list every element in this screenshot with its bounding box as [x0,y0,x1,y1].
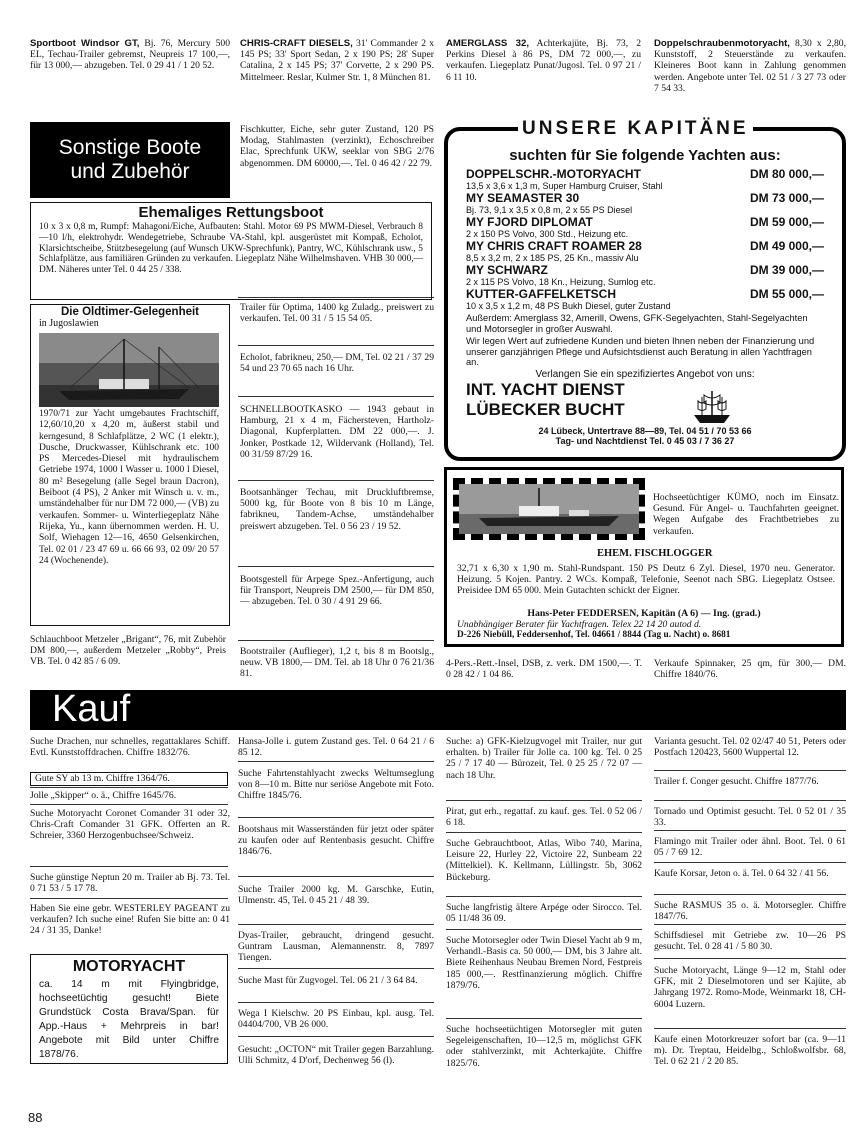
ad-text: Suche RASMUS 35 o. ä. Motorsegler. Chiffre 1847/76. [654,900,846,923]
ad-fischlogger [444,467,844,647]
ad-subtitle: in Jugoslawien [39,318,99,329]
section-header-kauf [30,690,846,730]
kauf-ad [238,824,434,858]
yacht-item [466,264,824,287]
ad-subtitle: suchten für Sie folgende Yachten aus: [509,147,781,164]
boat-photo [39,333,219,407]
ad-note: Wir legen Wert auf zufriedene Kunden und bieten Ihnen neben der Finanzierung und unserer ganzjährigen Pflege und Aufsichtsdienst auch Beratung in allen Yachtfragen an. [466,336,815,367]
ad-title: UNSERE KAPITÄNE [518,118,753,140]
kauf-ad [654,930,846,952]
photo-frame [453,478,645,540]
yacht-name: DOPPELSCHR.-MOTORYACHT [466,167,641,181]
kauf-ad [654,900,846,922]
yacht-item [466,240,824,263]
ad-rettungsinsel [446,658,642,680]
yacht-name: KUTTER-GAFFELKETSCH [466,287,616,301]
kauf-ad [446,1024,642,1069]
address-line: Tag- und Nachtdienst Tel. 0 45 03 / 7 36 27 [555,435,735,446]
ad-text: Gute SY ab 13 m. Chiffre 1364/76. [35,773,170,784]
kauf-ad [654,806,846,828]
yacht-item [466,192,824,215]
ad-text: Wega I Kielschw. 20 PS Einbau, kpl. ausg. Tel. 04404/700, VB 26 000. [238,1008,434,1031]
divider [238,876,434,877]
ad-text: Bootshaus mit Wasserständen für jetzt oder später zu kaufen oder auf Rentenbasis gesucht. Chiffre 1846/76. [238,824,434,858]
ad-text: Suche Motorsegler oder Twin Diesel Yacht ab 9 m, Verhandl.-Basis ca. 50 000,— DM, bis 3 Jahre alt. Biete Reihenhaus Neubau Bremen Nord, Festpreis 185 000,—. Restfinanzierung möglich. Chiffre 1879/76. [446,935,642,991]
yacht-item [466,168,824,191]
yacht-price: DM 59 000,— [749,215,824,229]
yacht-name: MY SEAMASTER 30 [466,191,580,205]
ad-text: SCHNELLBOOTKASKO — 1943 gebaut in Hamburg, 21 x 4 m, Fächersteven, Hartholz-Diagonal, Kupferplatten. DM 22 000,—. J. Jonker, Postkade 12, Wildervank (Holland), Tel. 00 31/59 87/29 16. [240,404,434,460]
yacht-name: MY SCHWARZ [466,263,548,277]
yacht-price: DM 73 000,— [749,191,824,205]
ad-body: ca. 14 m mit Flyingbridge, hochseetüchtig gesucht! Biete Grundstück Costa Brava/Span. für App.-Haus + Mehrpreis in bar! Angebote mit Bild unter Chiffre 1878/76. [39,979,219,1060]
divider [654,1028,846,1029]
ad-text: Hansa-Jolle i. gutem Zustand ges. Tel. 0 64 21 / 6 85 12. [238,736,434,759]
divider [238,566,434,567]
ad-text: Bootsanhänger Techau, mit Druckluftbremse, 5000 kg, für Boote von 8 bis 10 m Länge, fabrikneu, Tandem-Achse, umständehalber preiswert abzugeben. Tel. 0 56 23 / 19 52. [240,487,434,532]
ad-sportboot [30,38,230,72]
ad-bootsanhaenger [240,487,434,532]
section-header-sonstige [30,122,230,198]
divider [30,787,228,788]
yacht-item [466,288,824,311]
ad-body: 8,30 x 2,80, Kunststoff, 2 Steuerstände zu verkaufen. Kleineres Boot kann in Zahlung genommen werden. Angebote unter Tel. 02 51 / 3 27 73 oder 7 54 33. [654,38,846,94]
ad-rettungsboot [30,202,432,300]
divider [238,817,434,818]
ad-text: Suche günstige Neptun 20 m. Trailer ab Bj. 73. Tel. 0 71 53 / 5 17 78. [30,872,230,895]
ad-text: Suche Trailer 2000 kg. M. Garschke, Eutin, Ulmenstr. 45, Tel. 0 45 21 / 48 39. [238,884,434,907]
kauf-ad [446,736,642,781]
divider [654,800,846,801]
kauf-ad [654,868,846,879]
ad-amerglass [446,38,641,83]
ad-text: Gesucht: „OCTON“ mit Trailer gegen Barzahlung. Ulli Schmitz, 4 D'orf, Dechenweg 56 (l). [238,1044,434,1067]
ad-schnellbootkasko [240,404,434,460]
yacht-list [466,168,824,311]
yacht-name: MY CHRIS CRAFT ROAMER 28 [466,239,642,253]
ad-spinnaker [654,658,846,680]
kauf-ad [446,935,642,991]
ad-text: Fischkutter, Eiche, sehr guter Zustand, 120 PS Modag, Stahlmasten (verzinkt), Echoschreiber Elac, Sprechfunk UKW, seeklar von SBG 2/76 abgenommen. DM 60000,—. Tel. 0 46 42 / 22 79. [240,124,434,169]
kauf-ad [30,736,230,758]
kauf-ad [654,776,846,787]
ad-text: Dyas-Trailer, gebraucht, dringend gesucht. Guntram Lausman, Alemannenstr. 8, 7897 Tiengen. [238,930,434,964]
divider [654,862,846,863]
kauf-ad-boxed [30,772,228,786]
ad-text: Schiffsdiesel mit Getriebe zw. 10—26 PS gesucht. Tel. 0 28 41 / 5 80 30. [654,930,846,953]
kauf-ad [654,736,846,758]
divider [446,800,642,801]
ad-text: Bootsgestell für Arpege Spez.-Anfertigung, auch für Transport, Neupreis DM 2500,— für DM 850,— abzugeben. Tel. 0 30 / 4 91 29 66. [240,574,434,608]
ad-intro: Hochseetüchtiger KÜMO, noch im Einsatz. Gesund. Für Angel- u. Tauchfahrten geeignet. Wegen Aufgabe des Frachtbetriebes zu verkaufen. [653,492,839,537]
yacht-spec: 2 x 150 PS Volvo, 300 Std., Heizung etc. [466,229,629,239]
ad-head: AMERGLASS 32, [446,38,529,49]
divider [654,958,846,959]
ship-photo [459,484,639,534]
yacht-name: MY FJORD DIPLOMAT [466,215,593,229]
divider [446,832,642,833]
kauf-ad [238,1044,434,1066]
ad-oldtimer [30,304,230,626]
ad-title: Die Oldtimer-Gelegenheit [60,306,200,318]
ad-head: Sportboot Windsor GT, [30,38,140,49]
contact-line: Unabhängiger Berater für Yachtfragen. Telex 22 14 20 autod d. [457,619,702,630]
divider [238,480,434,481]
divider [238,1002,434,1003]
section-title: Kauf [52,688,131,730]
ad-text: Trailer für Optima, 1400 kg Zuladg., preiswert zu verkaufen. Tel. 00 31 / 5 15 54 05. [240,302,434,325]
ad-text: Haben Sie eine gebr. WESTERLEY PAGEANT zu verkaufen? Ich suche eine! Rufen Sie bitte an: 0 41 24 / 31 35, Danke! [30,903,230,937]
ad-text: Suche Motoryacht, Länge 9—12 m, Stahl oder GFK, mit 2 Dieselmotoren und ser Kajüte, ab Jahrgang 1972. Romo-Mode, Weinmarkt 18, CH-6004 Luzern. [654,965,846,1010]
kauf-ad [238,884,434,906]
divider [238,968,434,969]
ad-text: Varianta gesucht. Tel. 02 02/47 40 51, Peters oder Postfach 120423, 5600 Wuppertal 12. [654,736,846,759]
ad-text: Suche Motoryacht Coronet Comander 31 oder 32, Chris-Craft Comander 31 GFK. Offerten an R. Schreier, 3360 Herzogenbuchsee/Schweiz. [30,808,230,842]
divider [238,761,434,762]
divider [238,1036,434,1037]
kauf-ad [446,806,642,828]
divider [446,929,642,930]
yacht-spec: 2 x 115 PS Volvo, 18 Kn., Heizung, Sumlog etc. [466,277,656,287]
section-title: Sonstige Boote und Zubehör [58,136,202,183]
ad-chriscraft [240,38,434,83]
ad-unsere-kapitaene [444,118,846,461]
page-number: 88 [28,1110,43,1125]
kauf-ad [446,838,642,883]
ad-title: MOTORYACHT [72,958,186,975]
ad-text: Tornado und Optimist gesucht. Tel. 0 52 01 / 35 33. [654,806,846,829]
ad-text: Suche Fahrtenstahlyacht zwecks Weltumseglung von 8—10 m. Bitte nur seriöse Angebote mit Foto. Chiffre 1845/76. [238,768,434,802]
ad-text: Flamingo mit Trailer oder ähnl. Boot. Tel. 0 61 05 / 7 69 12. [654,836,846,859]
ad-text: Suche Mast für Zugvogel. Tel. 06 21 / 3 64 84. [238,975,418,986]
yacht-price: DM 80 000,— [749,167,824,181]
ad-bootsgestell [240,574,434,608]
ad-text: Verkaufe Spinnaker, 25 qm, für 300,— DM. Chiffre 1840/76. [654,658,846,681]
ad-body: 32,71 x 6,30 x 1,90 m. Stahl-Rundspant. 150 PS Deutz 6 Zyl. Diesel, 1970 neu. Generator. Heizung. 5 Kojen. Pantry. 2 WCs. Kompaß, Telefonie, Seenot nach SBG. Liegeplatz Ostsee. Preisidee DM 65 000. Mein Gutachten schickt der Eigner. [457,563,835,597]
kauf-ad [238,1008,434,1030]
kauf-ad [238,768,434,802]
yacht-price: DM 39 000,— [749,263,824,277]
ad-text: Suche langfristig ältere Arpége oder Sirocco. Tel. 05 11/48 36 09. [446,902,642,925]
ad-fischkutter [240,124,434,169]
divider [30,866,228,867]
ad-text: Pirat, gut erh., regattaf. zu kauf. ges. Tel. 0 52 06 / 6 18. [446,806,642,829]
kauf-ad [30,808,230,842]
divider [654,894,846,895]
divider [238,345,434,346]
yacht-spec: 10 x 3,5 x 1,2 m, 48 PS Bukh Diesel, guter Zustand [466,301,671,311]
ad-bootstrailer [240,646,434,680]
kauf-ad [238,975,434,986]
divider [238,396,434,397]
divider [654,830,846,831]
ad-text: Suche Drachen, nur schnelles, regattaklares Schiff. Evtl. Kunststoffdrachen. Chiffre 1832/76. [30,736,230,759]
kauf-ad [30,790,230,801]
divider [446,1018,642,1019]
kauf-ad [446,902,642,924]
ad-text: Kaufe einen Motorkreuzer sofort bar (ca. 9—11 m). Dr. Treptau, Heidelbg., Schloßwolfsbr. 68, Tel. 0 62 21 / 2 20 85. [654,1034,846,1068]
ad-body: 10 x 3 x 0,8 m, Rumpf: Mahagoni/Eiche, Aufbauten: Stahl. Motor 69 PS MWM-Diesel, Verbrauch 8—10 l/h, elektrohydr. Wendegetriebe, Schraube VA-Stahl, kpl. ausgerüstet mit Kompaß, Echolot, Klarsichtscheibe, Stützbesegelung (auf Wunsch UKW-Sprechfunk), Pantry, WC, Kühlschrank usw., 5 Schlafplätze, aus familiären Gründen zu verkaufen. Liegeplatz Nähe Wilhelmshaven. VHB 30 000,— DM. Näheres unter Tel. 0 44 25 / 338. [39,222,423,276]
kauf-ad [238,736,434,758]
divider [446,896,642,897]
contact-line: Hans-Peter FEDDERSEN, Kapitän (A 6) — Ing. (grad.) [527,608,761,619]
ad-trailer-optima [240,302,434,324]
kauf-ad [238,930,434,964]
yacht-price: DM 49 000,— [749,239,824,253]
contact-line: D-226 Niebüll, Feddersenhof, Tel. 04661 / 8844 (Tag u. Nacht) o. 8681 [457,630,731,640]
ad-text: Schlauchboot Metzeler „Brigant“, 76, mit Zubehör DM 800,—, außerdem Metzeler „Robby“, Preis VB. Tel. 0 42 85 / 6 09. [30,634,226,668]
ad-body: 31' Commander 2 x 145 PS; 33' Sport Sedan, 2 x 190 PS; 28' Super Catalina, 2 x 145 PS; 37' Corvette, 2 x 290 PS. Mittelmeer. Reslar, Kulmer Str. 1, 8 München 81. [240,38,435,83]
ad-text: Suche hochseetüchtigen Motorsegler mit guten Segeleigenschaften, 10—12,5 m, möglichst GFK oder stahlverzinkt, mit Achterkajüte. Chiffre 1825/76. [446,1024,642,1069]
ad-doppelschrauben [654,38,846,94]
ad-text: Jolle „Skipper“ o. ä., Chiffre 1645/76. [30,790,177,801]
ad-text: Suche Gebrauchtboot, Atlas, Wibo 740, Marina, Leisure 22, Hurley 22, Victoire 22, Sunbeam 22 (Mittelkiel). K. Kellmann, Lüllingstr. 5b, 3062 Bückeburg. [446,838,642,883]
ad-head: Doppelschraubenmotoryacht, [654,38,790,49]
ad-text: Trailer f. Conger gesucht. Chiffre 1877/76. [654,776,819,787]
yacht-spec: Bj. 73, 9,1 x 3,5 x 0,8 m, 2 x 55 PS Diesel [466,205,633,215]
divider [30,898,228,899]
ad-title: EHEM. FISCHLOGGER [597,548,713,559]
ad-title: Ehemaliges Rettungsboot [138,204,324,221]
divider [238,640,434,641]
kauf-ad [654,836,846,858]
ad-echolot [240,352,434,374]
ad-text: 4-Pers.-Rett.-Insel, DSB, z. verk. DM 1500,—. T. 0 28 42 / 1 04 86. [446,658,642,681]
kauf-ad [654,965,846,1010]
ad-head: CHRIS-CRAFT DIESELS, [240,38,353,49]
ad-text: Bootstrailer (Auflieger), 1,2 t, bis 8 m Bootslg., neuw. VB 1800,— DM. Tel. ab 18 Uhr 0 76 21/36 81. [240,646,434,680]
divider [654,770,846,771]
divider [30,804,228,805]
ad-body: Achterkajüte, Bj. 73, 2 Perkins Diesel à 86 PS, DM 72 000,—, zu verkaufen. Liegeplatz Punat/Jugosl. Tel. 0 97 21 / 6 11 10. [446,38,641,83]
ad-request: Verlangen Sie ein spezifiziertes Angebot von uns: [535,368,755,380]
kauf-ad [654,1034,846,1068]
firm-name: LÜBECKER BUCHT [466,399,625,419]
ad-text: Echolot, fabrikneu, 250,— DM, Tel. 02 21 / 37 29 54 und 23 70 65 nach 16 Uhr. [240,352,434,375]
ad-body: 1970/71 zur Yacht umgebautes Frachtschiff, 12,60/10,20 x 4,20 m, äußerst stabil und kerngesund, 8 Schlafplätze, 2 WC (1 elektr.), Dusche, Druckwasser, Kühlschrank etc. 100 PS Mercedes-Diesel mit hydraulischem Getriebe 1974, 1000 l Wasser u. 1000 l Diesel, 80 m² Besegelung (alle Segel braun Dacron), Beiboot (4 PS), 2 Anker mit Winsch u. v. m., umständehalber für nur DM 72 000,— (VB) zu verkaufen. Sommer- u. Winterliegeplatz Nähe Rijeka, Yu., kann übernommen werden. H. U. Solf, Wiehagen 12—16, 4650 Gelsenkirchen, Tel. 02 01 / 23 47 69 u. 66 66 93, 02 09/ 20 57 24 (Wochenende). [39,409,219,566]
ad-body: Bj. 76, Mercury 500 EL, Techau-Trailer gebremst, Neupreis 17 100,—, für 13 000,— abzugeben. Tel. 0 29 41 / 1 20 52. [30,38,230,72]
ad-motoryacht-gesucht [30,954,228,1064]
divider [654,924,846,925]
divider [238,924,434,925]
ad-text: Kaufe Korsar, Jeton o. ä. Tel. 0 64 32 / 41 56. [654,868,829,879]
ship-logo-icon [690,387,734,427]
ad-text: Suche: a) GFK-Kielzugvogel mit Trailer, nur gut erhalten. b) Trailer für Jolle ca. 100 kg. Tel. 0 25 25 / 7 17 40 — Bürozeit, Tel. 0 25 25 / 72 07 — nach 18 Uhr. [446,736,642,781]
firm-name: INT. YACHT DIENST [466,379,625,399]
ad-schlauchboot [30,634,226,668]
kauf-ad [30,872,230,894]
kauf-ad [30,903,230,937]
ad-extra: Außerdem: Amerglass 32, Amerill, Owens, GFK-Segelyachten, Stahl-Segelyachten und Motorsegler in großer Auswahl. [466,313,808,334]
yacht-spec: 13,5 x 3,6 x 1,3 m, Super Hamburg Cruiser, Stahl [466,181,663,191]
yacht-item [466,216,824,239]
address-line: 24 Lübeck, Untertrave 88—89, Tel. 04 51 / 70 53 66 [538,425,752,436]
yacht-price: DM 55 000,— [749,287,824,301]
yacht-spec: 8,5 x 3,2 m, 2 x 185 PS, 25 Kn., massiv Alu [466,253,639,263]
divider [238,297,434,298]
